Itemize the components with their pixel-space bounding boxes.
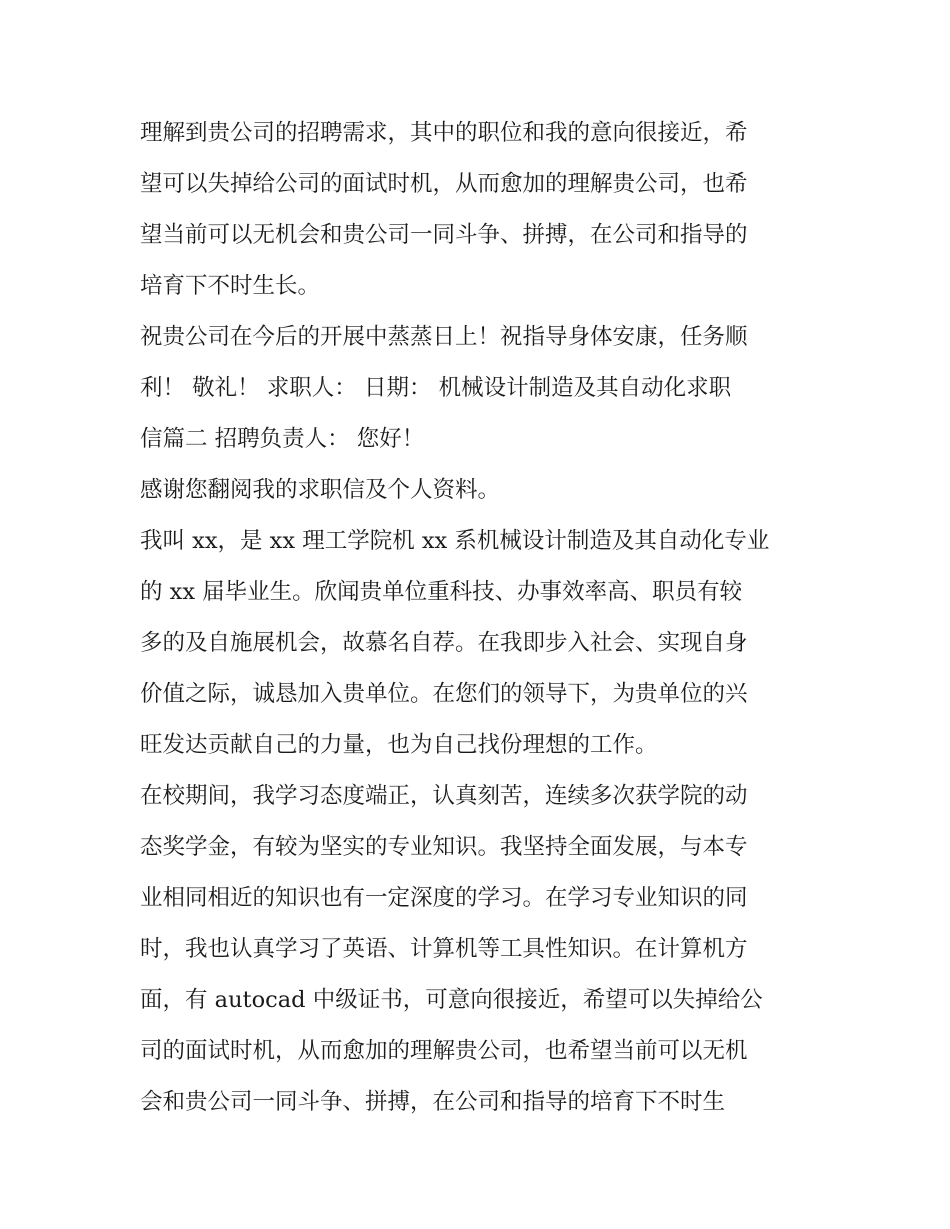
text-line: 培育下不时生长。 [140,273,321,299]
document-body [140,108,820,1128]
text-line: 面，有 autocad 中级证书，可意向很接近，希望可以失掉给公 [140,987,763,1013]
text-line: 会和贵公司一同斗争、拼搏，在公司和指导的培育下不时生 [140,1089,726,1115]
text-line: 望当前可以无机会和贵公司一同斗争、拼搏，在公司和指导的 [140,222,748,248]
text-line: 我叫 xx，是 xx 理工学院机 xx 系机械设计制造及其自动化专业 [140,528,770,554]
text-line: 旺发达贡献自己的力量，也为自己找份理想的工作。 [140,732,658,758]
text-line: 司的面试时机，从而愈加的理解贵公司，也希望当前可以无机 [140,1038,748,1064]
text-line: 价值之际，诚恳加入贵单位。在您们的领导下，为贵单位的兴 [140,681,748,707]
text-line: 多的及自施展机会，故慕名自荐。在我即步入社会、实现自身 [140,630,748,656]
text-line: 态奖学金，有较为坚实的专业知识。我坚持全面发展，与本专 [140,834,748,860]
text-line: 的 xx 届毕业生。欣闻贵单位重科技、办事效率高、职员有较 [140,579,743,605]
text-line: 望可以失掉给公司的面试时机，从而愈加的理解贵公司，也希 [140,171,748,197]
text-line: 业相同相近的知识也有一定深度的学习。在学习专业知识的同 [140,885,748,911]
text-line: 感谢您翻阅我的求职信及个人资料。 [140,477,501,503]
text-line: 信篇二 招聘负责人： 您好！ [140,426,425,452]
text-line: 利！ 敬礼！ 求职人： 日期： 机械设计制造及其自动化求职 [140,375,732,401]
text-line: 理解到贵公司的招聘需求，其中的职位和我的意向很接近，希 [140,120,748,146]
text-line: 时，我也认真学习了英语、计算机等工具性知识。在计算机方 [140,936,748,962]
text-line: 在校期间，我学习态度端正，认真刻苦，连续多次获学院的动 [140,783,748,809]
text-line: 祝贵公司在今后的开展中蒸蒸日上！祝指导身体安康，任务顺 [140,324,748,350]
